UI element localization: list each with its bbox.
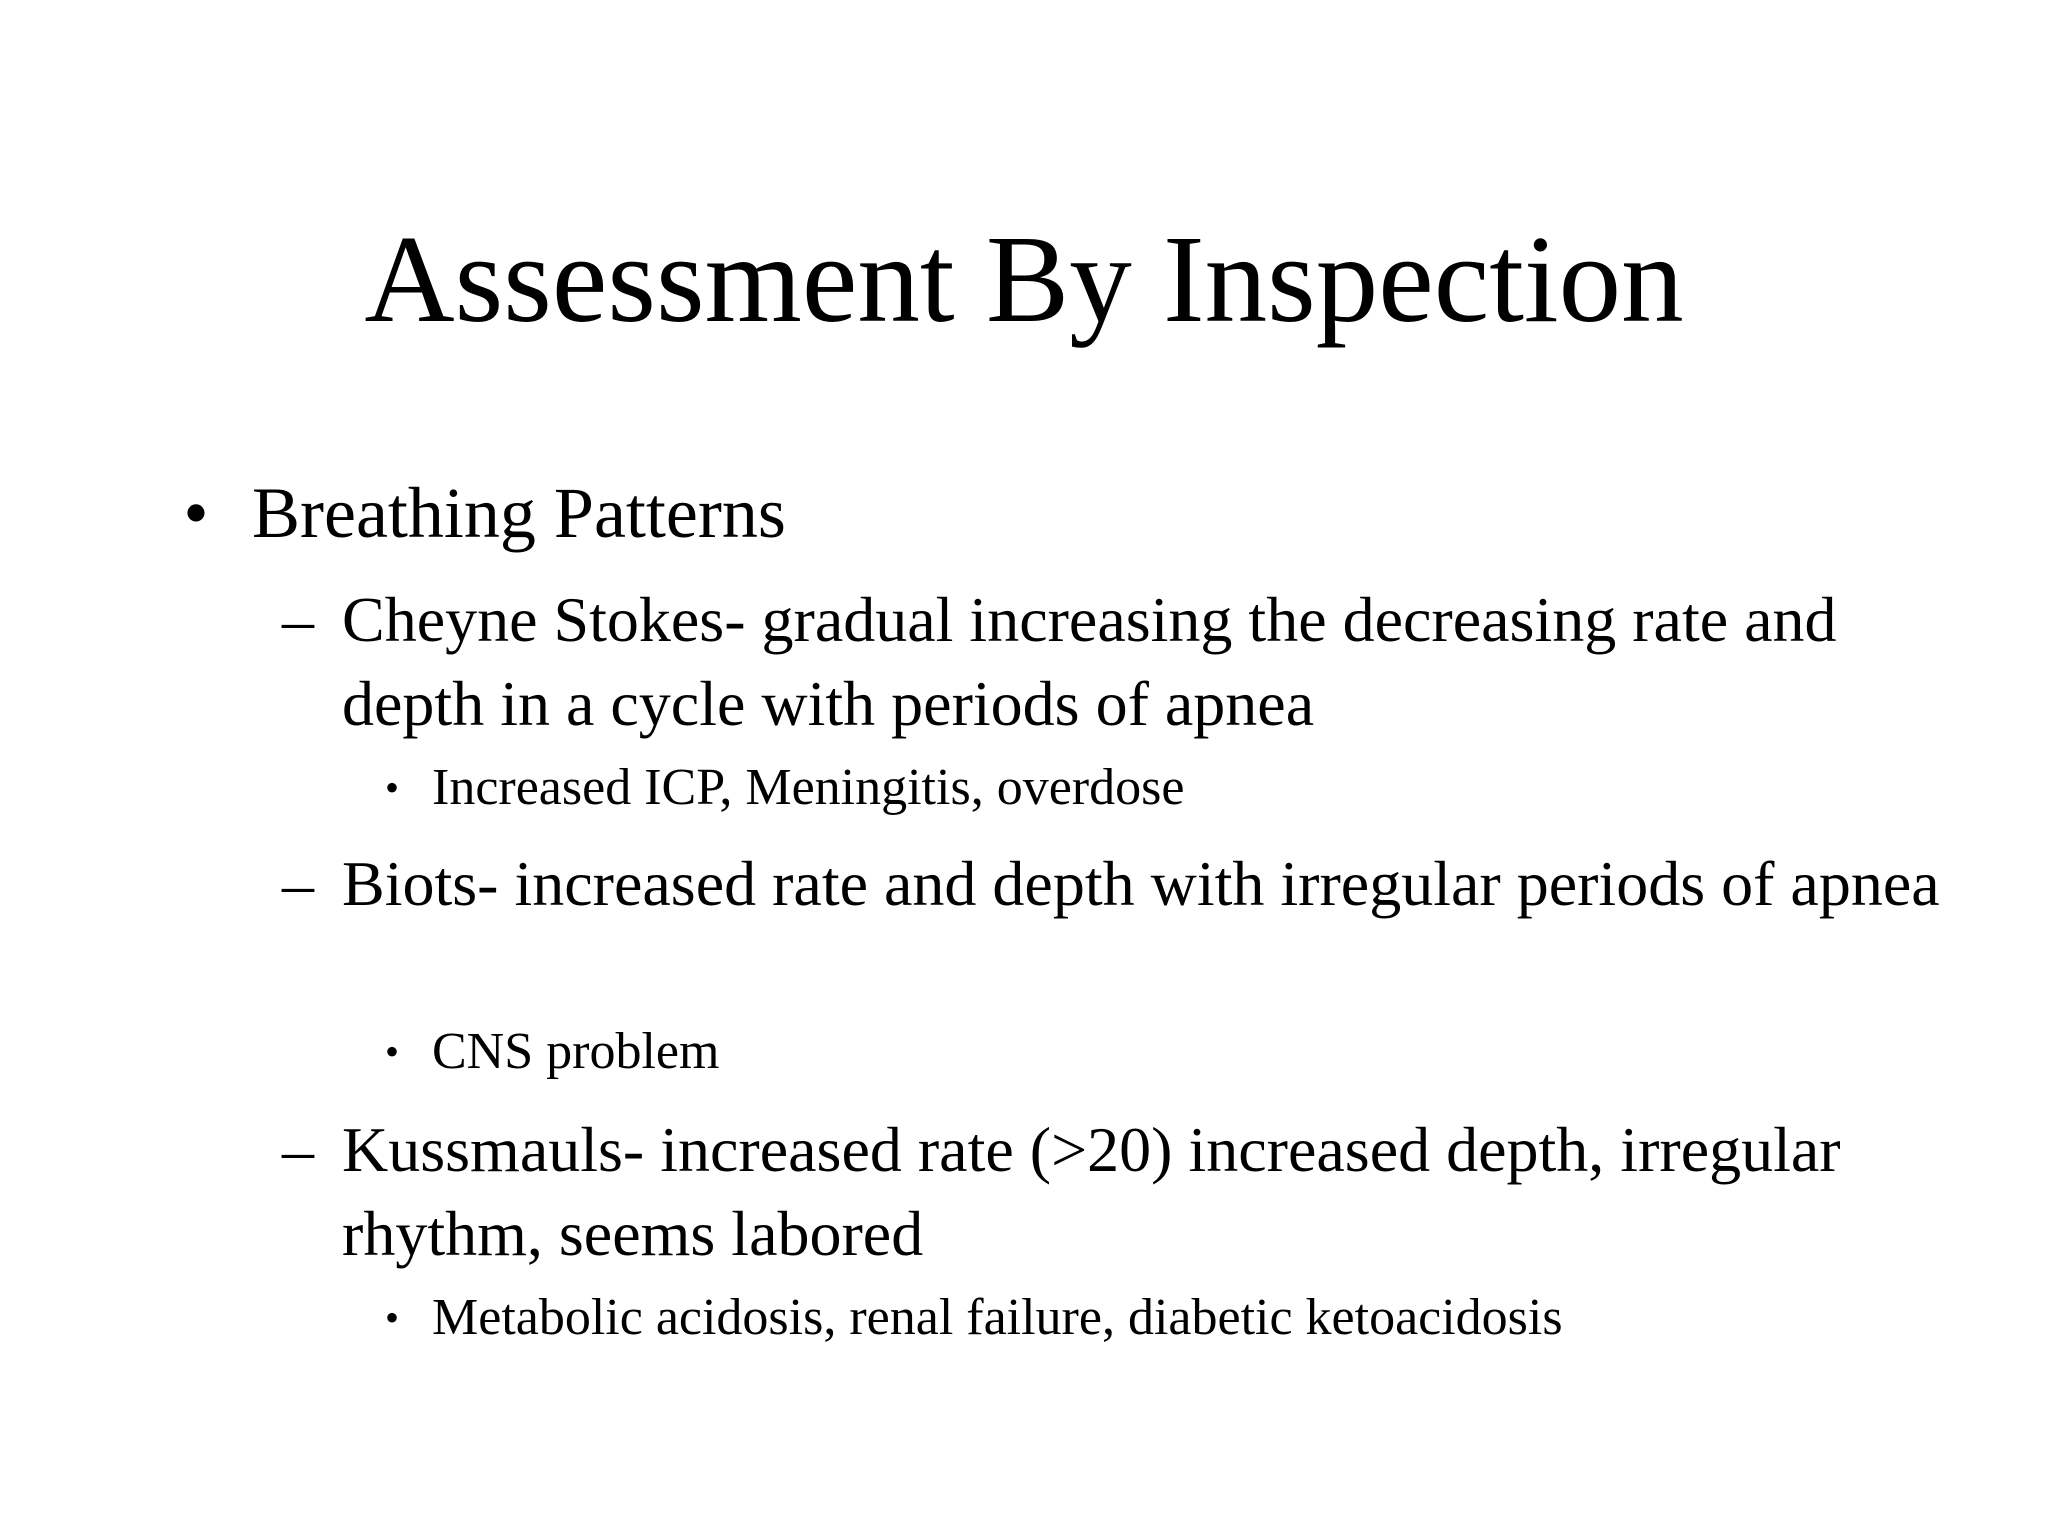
bullet-icon: • <box>384 765 399 810</box>
sub-sub-bullet-text: Increased ICP, Meningitis, overdose <box>432 759 1185 816</box>
dash-icon: – <box>282 848 314 919</box>
sub-sub-bullet-text: CNS problem <box>432 1023 720 1080</box>
sub-bullet-text: Biots- increased rate and depth with irregular periods of apnea <box>342 848 1940 919</box>
slide-title: Assessment By Inspection <box>364 211 1684 349</box>
sub-bullet-text: Kussmauls- increased rate (>20) increased depth, irregular rhythm, seems labored <box>342 1114 1841 1269</box>
sub-bullet-text: Cheyne Stokes- gradual increasing the decreasing rate and depth in a cycle with periods of apnea <box>342 584 1837 739</box>
bullet-icon: • <box>183 473 209 553</box>
bullet-icon: • <box>384 1295 399 1340</box>
dash-icon: – <box>282 584 314 655</box>
dash-icon: – <box>282 1114 314 1185</box>
sub-sub-bullet-text: Metabolic acidosis, renal failure, diabetic ketoacidosis <box>432 1289 1563 1346</box>
bullet-icon: • <box>384 1029 399 1074</box>
bullet-text: Breathing Patterns <box>252 473 786 553</box>
